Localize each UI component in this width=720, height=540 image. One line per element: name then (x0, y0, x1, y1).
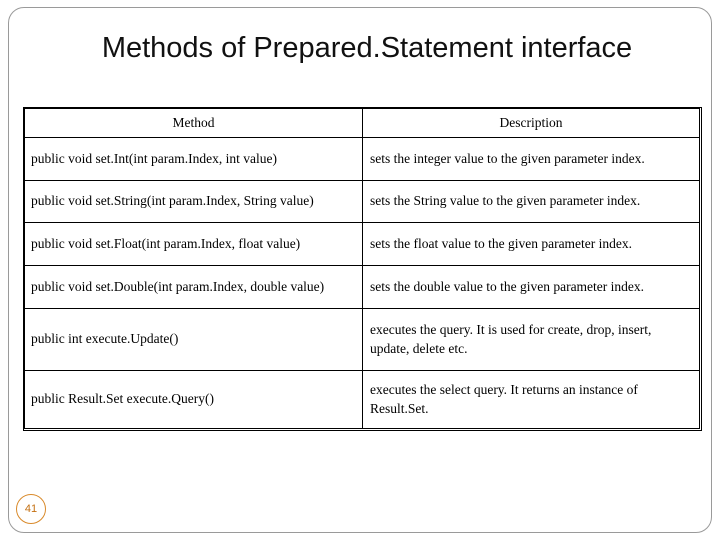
page-number-badge: 41 (16, 494, 46, 524)
table-cell-method: public Result.Set execute.Query() (24, 370, 363, 429)
table-cell-description: sets the integer value to the given parameter index. (362, 137, 700, 181)
table-cell-method: public void set.Float(int param.Index, float value) (24, 222, 363, 266)
table-cell-description: executes the query. It is used for create, drop, insert, update, delete etc. (362, 308, 700, 371)
table-header-method: Method (24, 108, 363, 138)
table-cell-method: public int execute.Update() (24, 308, 363, 371)
table-cell-description: sets the String value to the given parameter index. (362, 180, 700, 223)
table-cell-description: executes the select query. It returns an instance of Result.Set. (362, 370, 700, 429)
slide-title: Methods of Prepared.Statement interface (101, 32, 633, 64)
table-cell-description: sets the double value to the given parameter index. (362, 265, 700, 309)
table-cell-method: public void set.Double(int param.Index, double value) (24, 265, 363, 309)
table-cell-method: public void set.String(int param.Index, String value) (24, 180, 363, 223)
table-cell-description: sets the float value to the given parameter index. (362, 222, 700, 266)
methods-table (23, 107, 702, 431)
table-header-description: Description (362, 108, 700, 138)
table-cell-method: public void set.Int(int param.Index, int value) (24, 137, 363, 181)
